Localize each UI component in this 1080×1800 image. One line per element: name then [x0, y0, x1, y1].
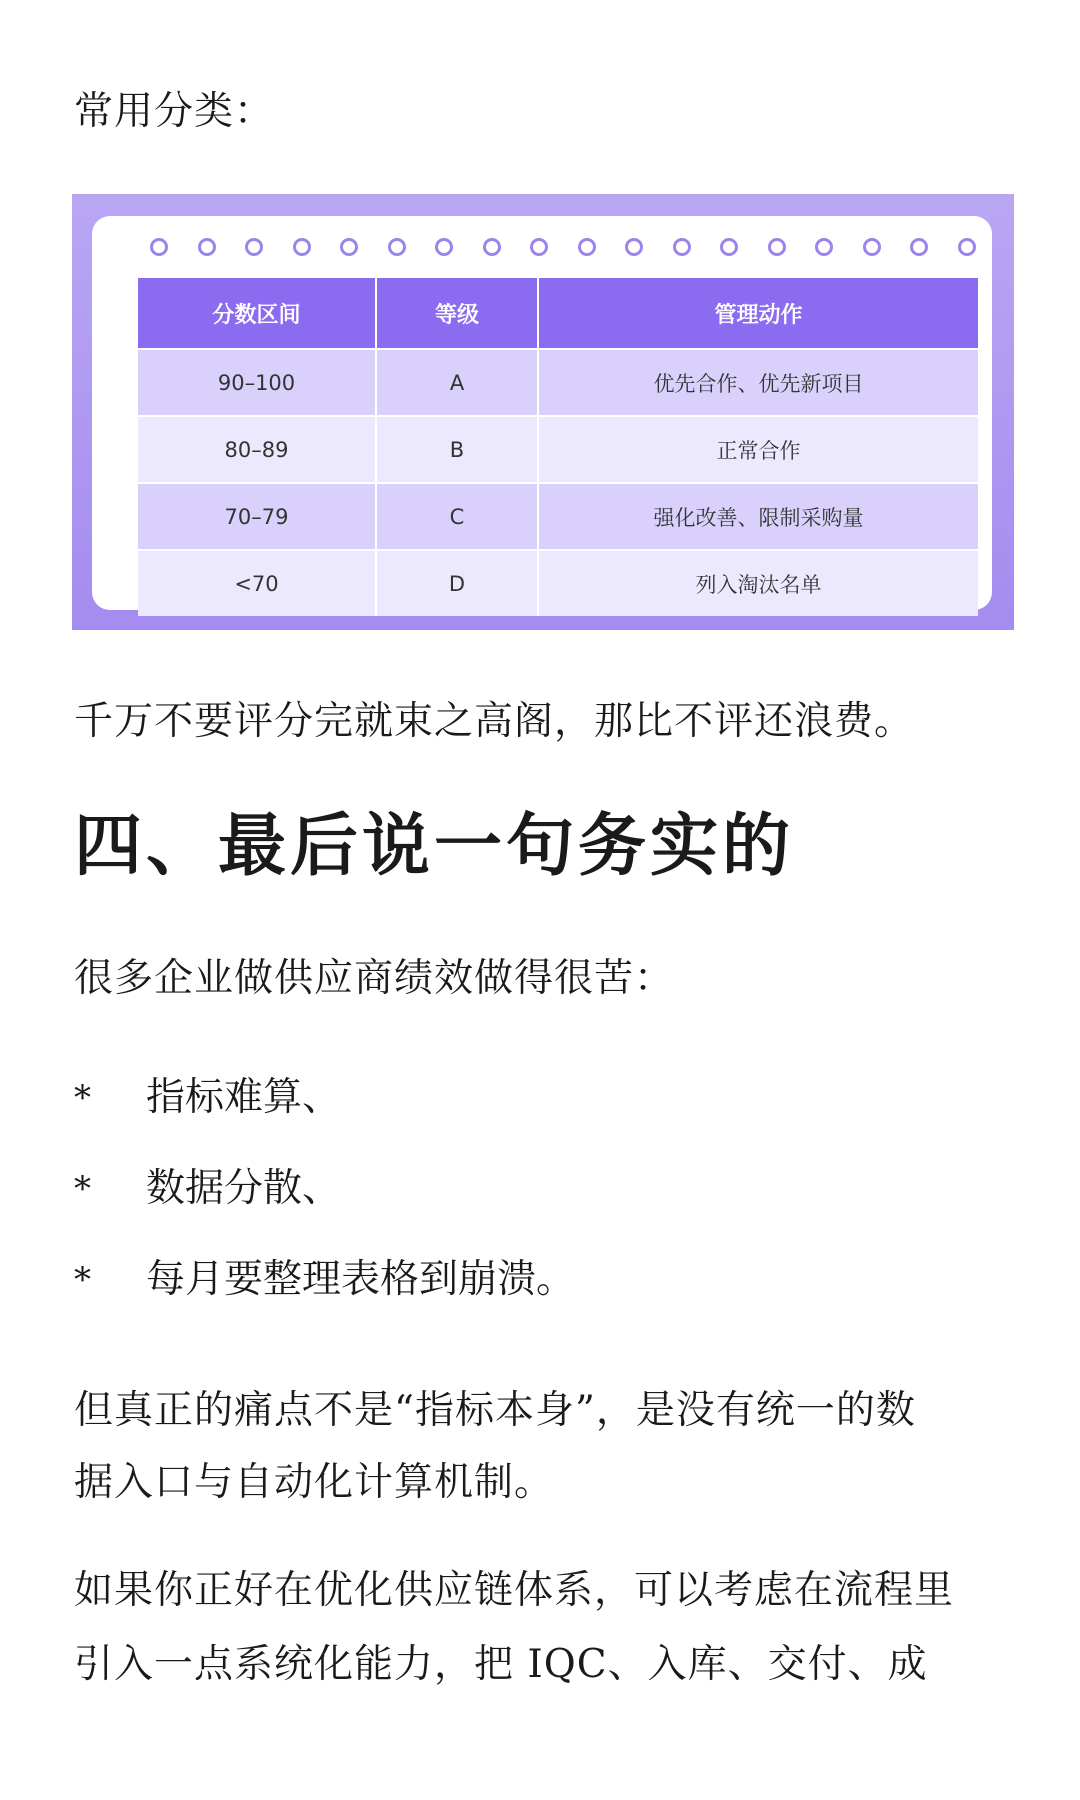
ring-icon [198, 222, 216, 256]
paragraph-line: 如果你正好在优化供应链体系，可以考虑在流程里 [74, 1568, 955, 1613]
pain-point-paragraph [74, 1375, 916, 1519]
list-item [74, 1167, 341, 1211]
paragraph-line: 但真正的痛点不是“指标本身”，是没有统一的数 [74, 1388, 916, 1433]
list-item-text: 每月要整理表格到崩溃。 [146, 1257, 576, 1302]
table-row [138, 550, 978, 616]
ring-icon [958, 222, 976, 256]
bullet-marker: * [74, 1078, 91, 1118]
cell-score: 80–89 [138, 416, 376, 483]
header-grade: 等级 [376, 278, 538, 349]
ring-icon [768, 222, 786, 256]
list-item [74, 1076, 341, 1120]
list-item-text: 数据分散、 [146, 1166, 342, 1211]
cell-score: <70 [138, 550, 376, 616]
list-item [74, 1258, 575, 1302]
section-heading: 四、最后说一句务实的 [74, 806, 795, 886]
list-item-text: 指标难算、 [146, 1075, 342, 1120]
ring-icon [388, 222, 406, 256]
cell-score: 70–79 [138, 483, 376, 550]
ring-icon [863, 222, 881, 256]
cell-action: 列入淘汰名单 [538, 550, 978, 616]
bullet-marker: * [74, 1260, 91, 1300]
cell-action: 强化改善、限制采购量 [538, 483, 978, 550]
ring-icon [293, 222, 311, 256]
ring-icon [530, 222, 548, 256]
paragraph-line: 据入口与自动化计算机制。 [74, 1460, 555, 1505]
cell-grade: B [376, 416, 538, 483]
suggestion-paragraph [74, 1554, 954, 1702]
table-row [138, 483, 978, 550]
table-header-row [138, 278, 978, 349]
intro-text: 常用分类： [74, 89, 275, 134]
after-table-text: 千万不要评分完就束之高阁，那比不评还浪费。 [74, 699, 915, 744]
ring-icon [910, 222, 928, 256]
notebook-rings [150, 222, 976, 262]
ring-icon [245, 222, 263, 256]
paragraph-line: 引入一点系统化能力，把 IQC、入库、交付、成 [74, 1642, 928, 1687]
pain-intro-text: 很多企业做供应商绩效做得很苦： [74, 956, 675, 1001]
table-row [138, 416, 978, 483]
ring-icon [625, 222, 643, 256]
ring-icon [720, 222, 738, 256]
cell-action: 正常合作 [538, 416, 978, 483]
table-row [138, 349, 978, 416]
cell-score: 90–100 [138, 349, 376, 416]
ring-icon [483, 222, 501, 256]
ring-icon [673, 222, 691, 256]
ring-icon [340, 222, 358, 256]
ring-icon [815, 222, 833, 256]
cell-grade: C [376, 483, 538, 550]
cell-action: 优先合作、优先新项目 [538, 349, 978, 416]
grade-table [138, 278, 978, 616]
notebook-page [92, 216, 992, 610]
ring-icon [435, 222, 453, 256]
header-score-range: 分数区间 [138, 278, 376, 349]
ring-icon [150, 222, 168, 256]
ring-icon [578, 222, 596, 256]
cell-grade: D [376, 550, 538, 616]
bullet-marker: * [74, 1169, 91, 1209]
header-action: 管理动作 [538, 278, 978, 349]
cell-grade: A [376, 349, 538, 416]
notebook-table-card [72, 194, 1014, 630]
